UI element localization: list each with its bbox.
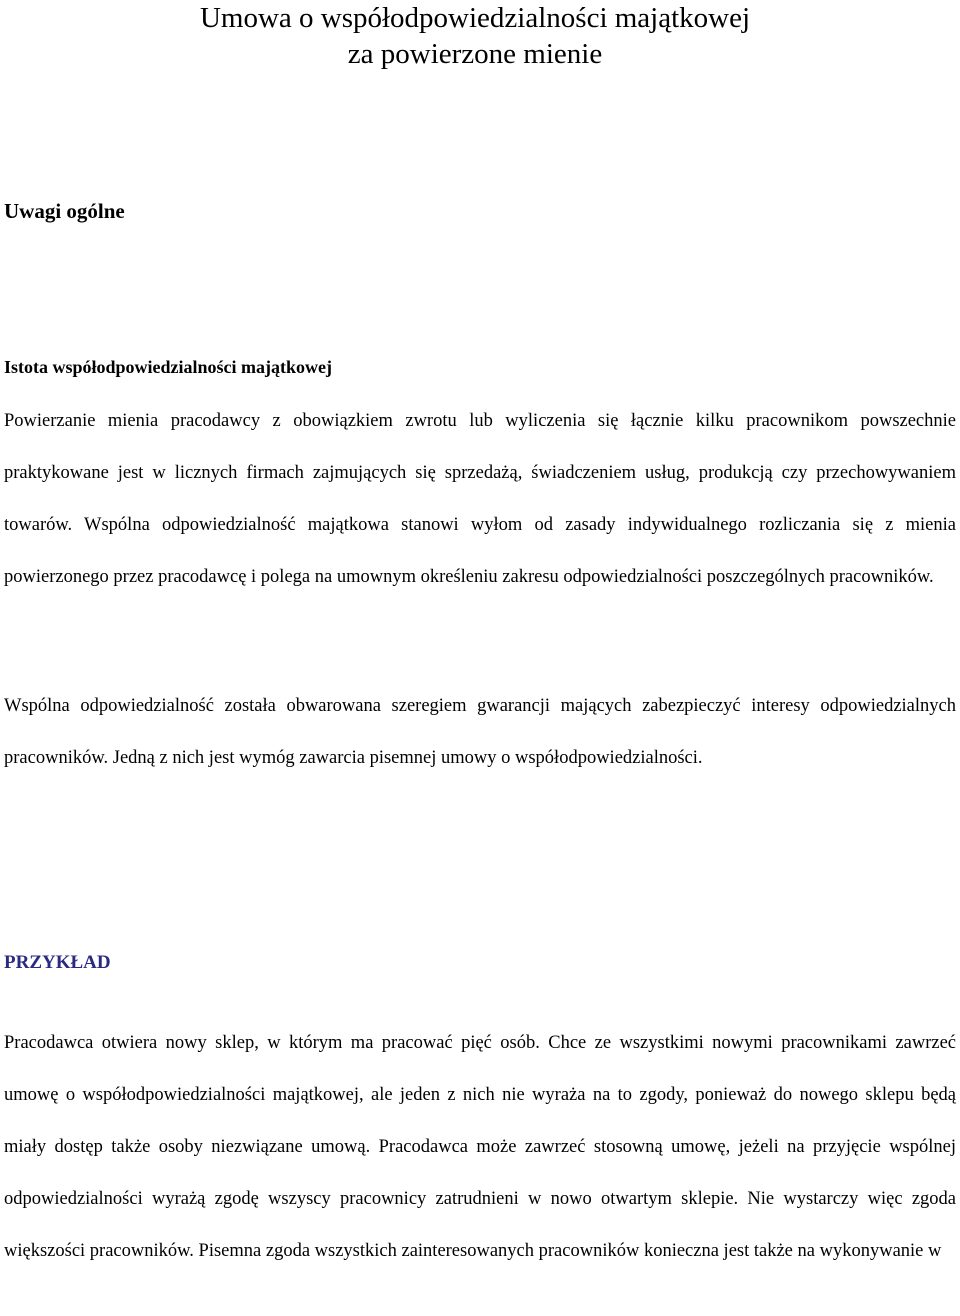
paragraph-introduction: Powierzanie mienia pracodawcy z obowiązkiem zwrotu lub wyliczenia się łącznie kilku pracownikom powszechnie praktykowane jest w licznych firmach zajmujących się sprzedażą, świadczeniem usług, produkcją czy przechowywaniem towarów. Wspólna odpowiedzialność majątkowa stanowi wyłom od zasady indywidualnego rozliczania się z mienia powierzonego przez pracodawcę i polega na umownym określeniu zakresu odpowiedzialności poszczególnych pracowników.	[4, 411, 956, 587]
section-heading-general-remarks: Uwagi ogólne	[4, 199, 125, 223]
document-title	[0, 0, 950, 72]
example-paragraph: Pracodawca otwiera nowy sklep, w którym ma pracować pięć osób. Chce ze wszystkimi nowymi pracownikami zawrzeć umowę o współodpowiedzialności majątkowej, ale jeden z nich nie wyraża na to zgody, ponieważ do nowego sklepu będą miały dostęp także osoby niezwiązane umową. Pracodawca może zawrzeć stosowną umowę, jeżeli na przyjęcie wspólnej odpowiedzialności wyrażą zgodę wszyscy pracownicy zatrudnieni w nowo otwartym sklepie. Nie wystarczy więc zgoda większości pracowników. Pisemna zgoda wszystkich zainteresowanych pracowników konieczna jest także na wykonywanie w	[4, 1033, 956, 1261]
subsection-heading-essence: Istota współodpowiedzialności majątkowej	[4, 357, 333, 377]
example-heading: PRZYKŁAD	[4, 952, 111, 973]
document-title-line-2: za powierzone mienie	[347, 38, 603, 70]
paragraph-guarantees: Wspólna odpowiedzialność została obwarowana szeregiem gwarancji mających zabezpieczyć interesy odpowiedzialnych pracowników. Jedną z nich jest wymóg zawarcia pisemnej umowy o współodpowiedzialności.	[4, 696, 956, 768]
document-title-line-1: Umowa o współodpowiedzialności majątkowej	[199, 2, 751, 34]
